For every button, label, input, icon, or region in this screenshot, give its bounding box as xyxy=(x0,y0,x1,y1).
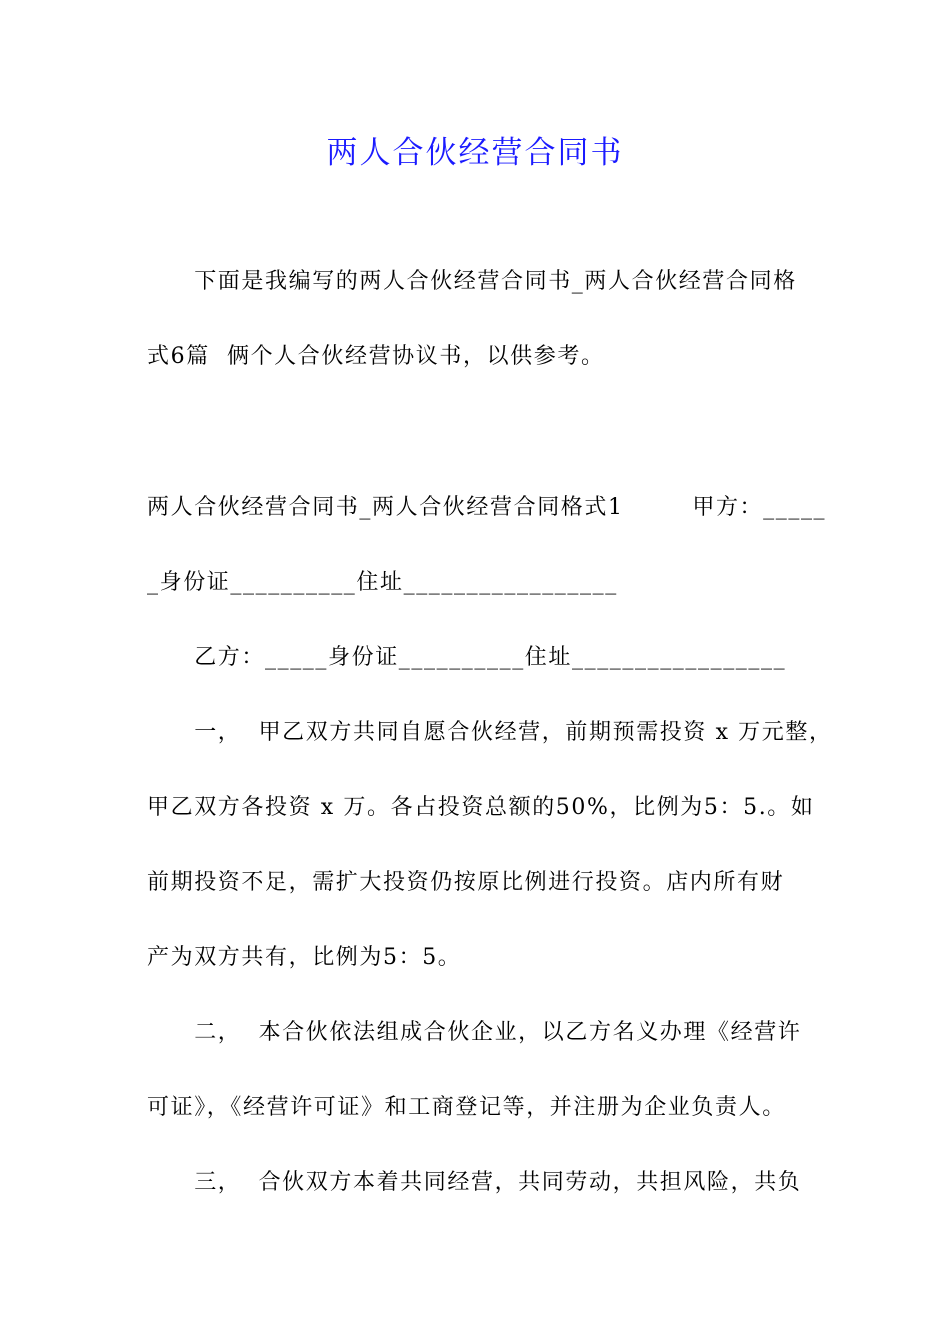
contract-heading-line: 两人合伙经营合同书_两人合伙经营合同格式1 甲方：_____ xyxy=(147,495,827,520)
party-b-line: 乙方：_____身份证__________住址_________________ xyxy=(147,645,787,670)
clause-1-line-3: 前期投资不足，需扩大投资仍按原比例进行投资。店内所有财 xyxy=(147,870,785,895)
clause-2-line-1: 二， 本合伙依法组成合伙企业，以乙方名义办理《经营许 xyxy=(147,1020,802,1045)
clause-3-line-1: 三， 合伙双方本着共同经营，共同劳动，共担风险，共负 xyxy=(147,1170,802,1195)
clause-1-line-4: 产为双方共有，比例为5：5。 xyxy=(147,945,462,970)
clause-1-line-2: 甲乙双方各投资 x 万。各占投资总额的50%，比例为5：5.。如 xyxy=(147,795,815,820)
intro-line-2: 式6篇 俩个人合伙经营协议书，以供参考。 xyxy=(147,344,605,369)
clause-2-line-2: 可证》，《经营许可证》和工商登记等，并注册为企业负责人。 xyxy=(147,1095,786,1120)
intro-line-1: 下面是我编写的两人合伙经营合同书_两人合伙经营合同格 xyxy=(147,269,797,294)
clause-1-line-1: 一， 甲乙双方共同自愿合伙经营，前期预需投资 x 万元整， xyxy=(147,720,833,745)
document-title: 两人合伙经营合同书 xyxy=(326,135,624,171)
party-a-id-line: _身份证__________住址_________________ xyxy=(147,570,618,595)
